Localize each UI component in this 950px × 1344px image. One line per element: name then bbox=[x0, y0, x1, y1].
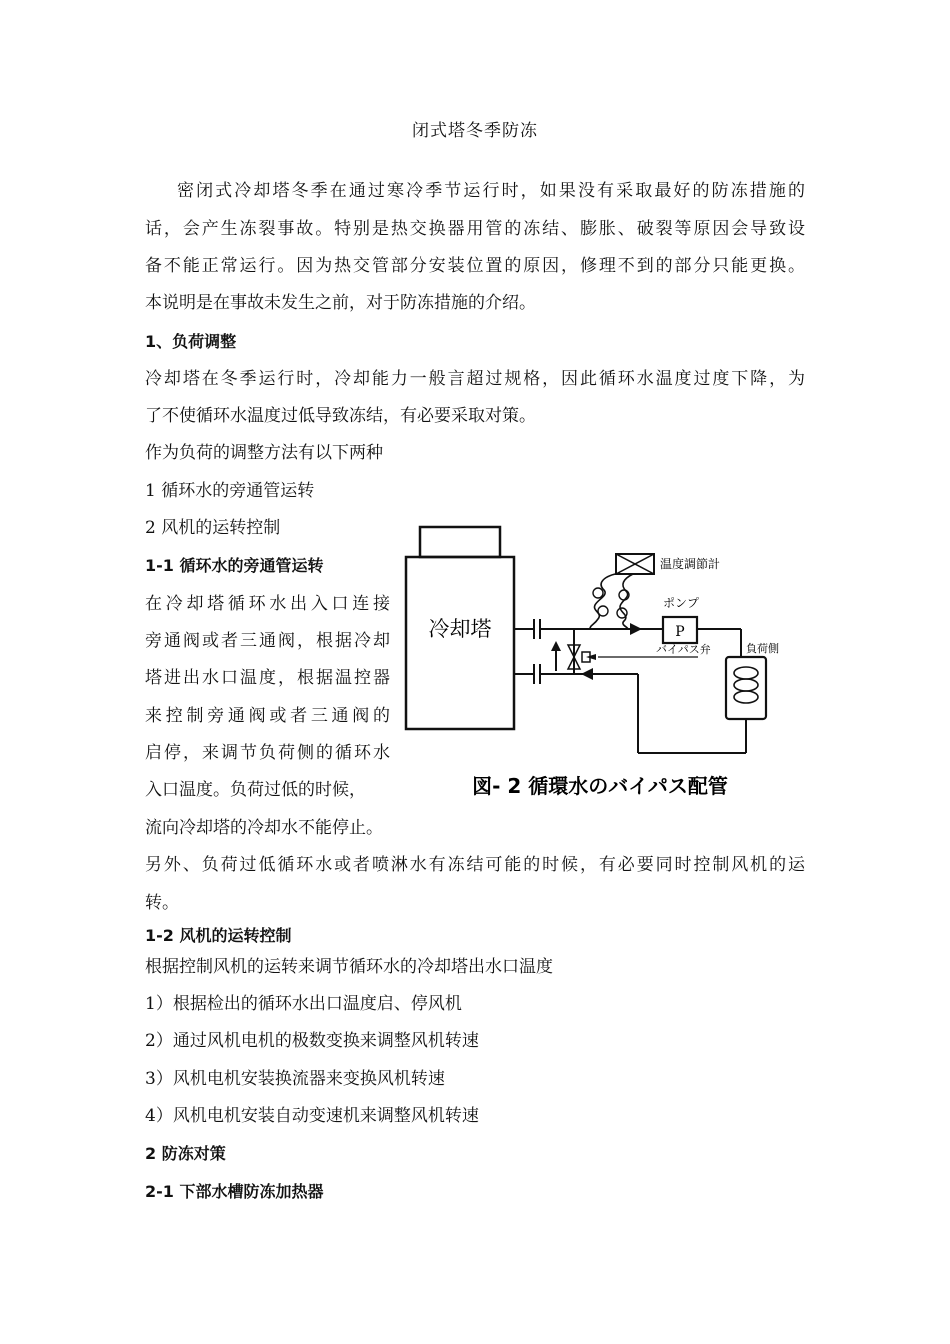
method-2: 2 风机的运转控制 bbox=[145, 518, 281, 538]
section-1-1-extra-line-1: 另外、负荷过低循环水或者喷淋水有冻结可能的时候，有必要同时控制风机的运 bbox=[145, 855, 805, 875]
section-1-heading: 1、负荷调整 bbox=[145, 332, 237, 351]
section-1-2-intro: 根据控制风机的运转来调节循环水的冷却塔出水口温度 bbox=[145, 957, 553, 977]
cooling-tower-top bbox=[420, 527, 500, 557]
section-1-1-line-7: 流向冷却塔的冷却水不能停止。 bbox=[145, 818, 383, 838]
bypass-piping-figure bbox=[398, 521, 802, 805]
section-1-1-extra-line-2: 转。 bbox=[145, 893, 179, 913]
document-title: 闭式塔冬季防冻 bbox=[412, 121, 538, 141]
section-1-1-line-2: 旁通阀或者三通阀，根据冷却 bbox=[145, 631, 390, 651]
section-1-1-heading: 1-1 循环水的旁通管运转 bbox=[145, 556, 324, 575]
methods-intro: 作为负荷的调整方法有以下两种 bbox=[145, 443, 383, 463]
section-2-heading: 2 防冻对策 bbox=[145, 1144, 226, 1163]
method-1: 1 循环水的旁通管运转 bbox=[145, 481, 315, 501]
intro-line-4: 本说明是在事故未发生之前，对于防冻措施的介绍。 bbox=[145, 293, 536, 313]
intro-line-1: 密闭式冷却塔冬季在通过寒冷季节运行时，如果没有采取最好的防冻措施的 bbox=[177, 181, 805, 201]
section-1-1-line-3: 塔进出水口温度，根据温控器 bbox=[145, 668, 390, 688]
section-2-1-heading: 2-1 下部水槽防冻加热器 bbox=[145, 1182, 324, 1201]
section-1-2-item-1: 1）根据检出的循环水出口温度启、停风机 bbox=[145, 994, 462, 1014]
figure-caption: 図- 2 循環水のバイパス配管 bbox=[472, 774, 728, 798]
intro-line-2: 话，会产生冻裂事故。特别是热交换器用管的冻结、膨胀、破裂等原因会导致设 bbox=[145, 219, 805, 239]
bypass-valve-label: バイパス弁 bbox=[656, 643, 711, 656]
tower-label: 冷却塔 bbox=[428, 617, 492, 641]
section-1-para-line-1: 冷却塔在冬季运行时，冷却能力一般言超过规格，因此循环水温度过度下降，为 bbox=[145, 369, 805, 389]
section-1-2-item-4: 4）风机电机安装自动变速机来调整风机转速 bbox=[145, 1106, 479, 1126]
intro-line-3: 备不能正常运行。因为热交管部分安装位置的原因，修理不到的部分只能更换。 bbox=[145, 256, 805, 276]
pump-symbol: P bbox=[675, 624, 685, 640]
section-1-1-line-4: 来控制旁通阀或者三通阀的 bbox=[145, 706, 390, 726]
section-1-2-item-3: 3）风机电机安装换流器来变换风机转速 bbox=[145, 1069, 445, 1089]
pump-label: ポンプ bbox=[663, 596, 700, 610]
load-side-label: 負荷側 bbox=[746, 642, 779, 655]
section-1-1-line-5: 启停，来调节负荷侧的循环水 bbox=[145, 743, 390, 763]
section-1-2-item-2: 2）通过风机电机的极数变换来调整风机转速 bbox=[145, 1031, 479, 1051]
section-1-1-line-1: 在冷却塔循环水出入口连接 bbox=[145, 594, 390, 614]
thermostat-label: 温度調節計 bbox=[660, 557, 721, 571]
cooling-tower-body bbox=[406, 557, 514, 729]
section-1-2-heading: 1-2 风机的运转控制 bbox=[145, 926, 292, 945]
section-1-1-line-6: 入口温度。负荷过低的时候， bbox=[145, 780, 366, 800]
section-1-para-line-2: 了不使循环水温度过低导致冻结，有必要采取对策。 bbox=[145, 406, 536, 426]
